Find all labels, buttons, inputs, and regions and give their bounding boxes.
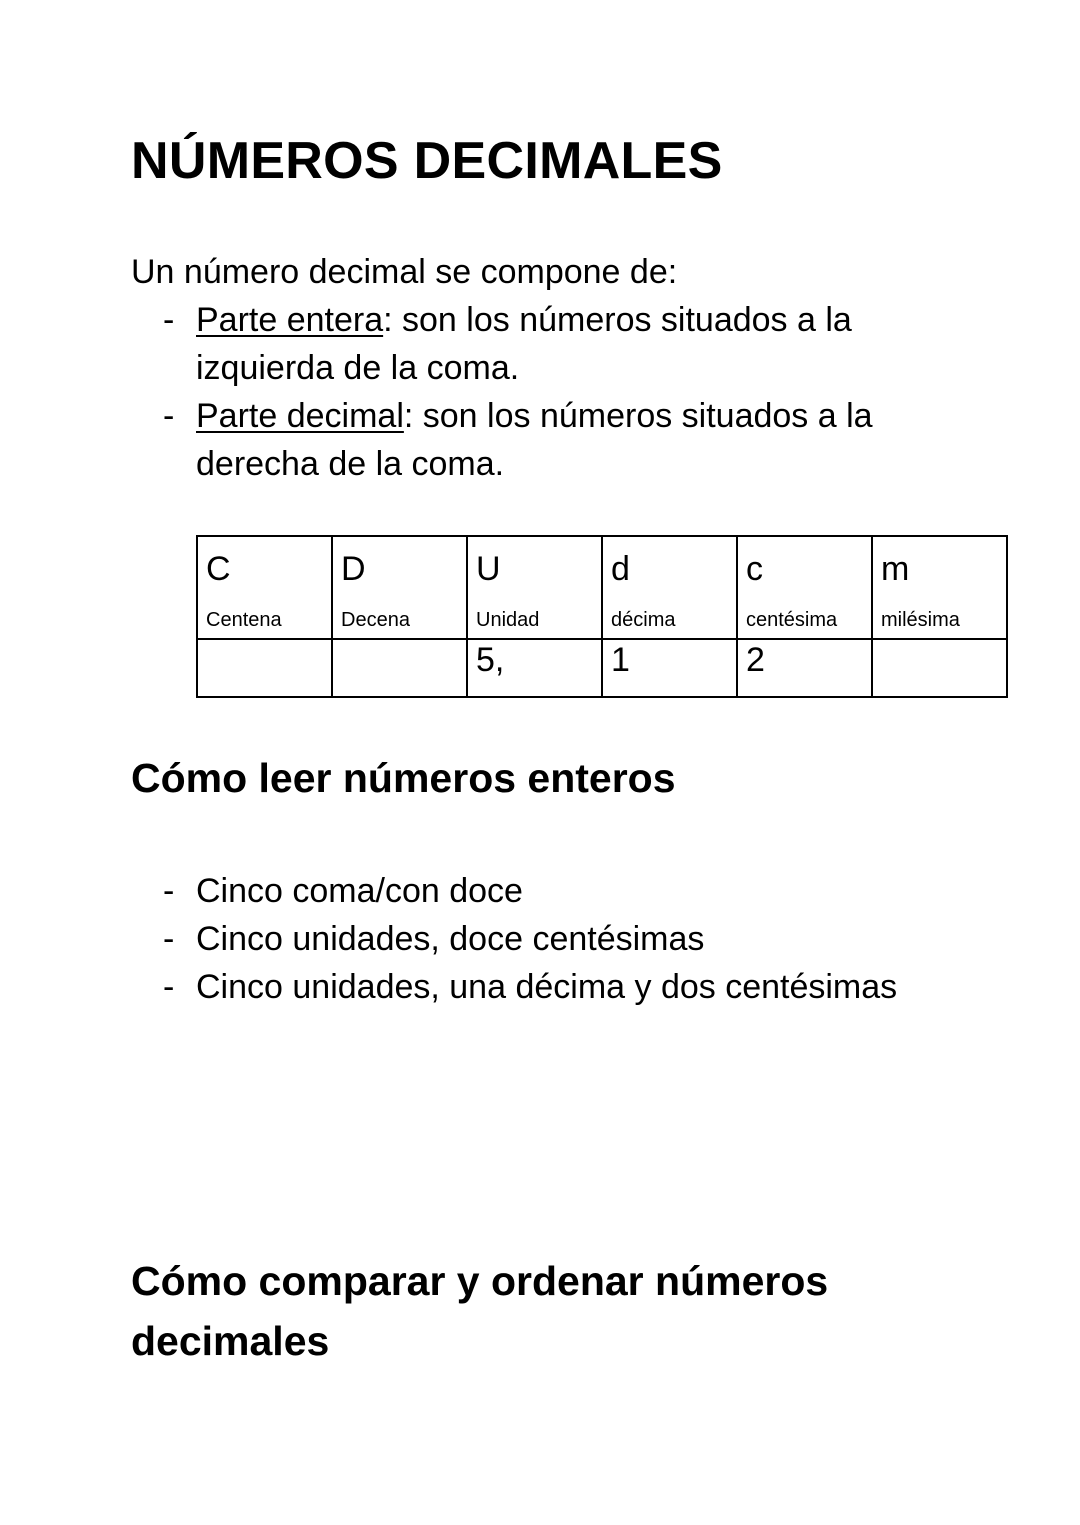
section-heading-read: Cómo leer números enteros [131, 755, 676, 801]
place-letter: U [476, 550, 501, 588]
place-name: Decena [341, 609, 410, 631]
place-name: centésima [746, 609, 838, 631]
table-header-row [197, 536, 1007, 639]
table-header-cell [467, 536, 602, 639]
table-value-cell [332, 639, 467, 697]
definition-text: : son los números situados a la derecha de la coma. [196, 397, 873, 483]
table-value-cell: 2 [737, 639, 872, 697]
place-name: milésima [881, 609, 960, 631]
place-name: décima [611, 609, 676, 631]
table-value-cell: 5, [467, 639, 602, 697]
list-dash: - [163, 301, 175, 339]
table-value-cell: 1 [602, 639, 737, 697]
list-item-text: Cinco unidades, doce centésimas [196, 920, 705, 958]
place-name: Unidad [476, 609, 540, 631]
definition-item-integer [131, 296, 951, 392]
intro-text: Un número decimal se compone de: [131, 253, 678, 291]
list-dash: - [163, 920, 175, 958]
list-item-text: Cinco coma/con doce [196, 872, 523, 910]
definition-text: : son los números situados a la izquierda de la coma. [196, 301, 852, 387]
place-letter: c [746, 550, 763, 588]
list-item [131, 867, 991, 915]
list-item [131, 963, 991, 1011]
reading-list [131, 867, 991, 1011]
place-value-table [196, 535, 1008, 698]
place-name: Centena [206, 609, 282, 631]
table-value-row [197, 639, 1007, 697]
definition-item-decimal [131, 392, 951, 488]
list-item-text: Cinco unidades, una décima y dos centésimas [196, 968, 898, 1006]
table-header-cell [332, 536, 467, 639]
table-value-cell [872, 639, 1007, 697]
section-heading-compare: Cómo comparar y ordenar números decimales [131, 1258, 829, 1364]
place-letter: D [341, 550, 366, 588]
definition-term: Parte decimal [196, 397, 404, 435]
list-dash: - [163, 397, 175, 435]
table-header-cell [197, 536, 332, 639]
definition-list [131, 296, 951, 488]
page-title: NÚMEROS DECIMALES [131, 132, 723, 190]
table-value-cell [197, 639, 332, 697]
place-letter: C [206, 550, 231, 588]
table-header-cell [737, 536, 872, 639]
list-dash: - [163, 968, 175, 1006]
definition-term: Parte entera [196, 301, 384, 339]
list-item [131, 915, 991, 963]
place-letter: m [881, 550, 910, 588]
table-header-cell [602, 536, 737, 639]
list-dash: - [163, 872, 175, 910]
table-header-cell [872, 536, 1007, 639]
place-letter: d [611, 550, 630, 588]
